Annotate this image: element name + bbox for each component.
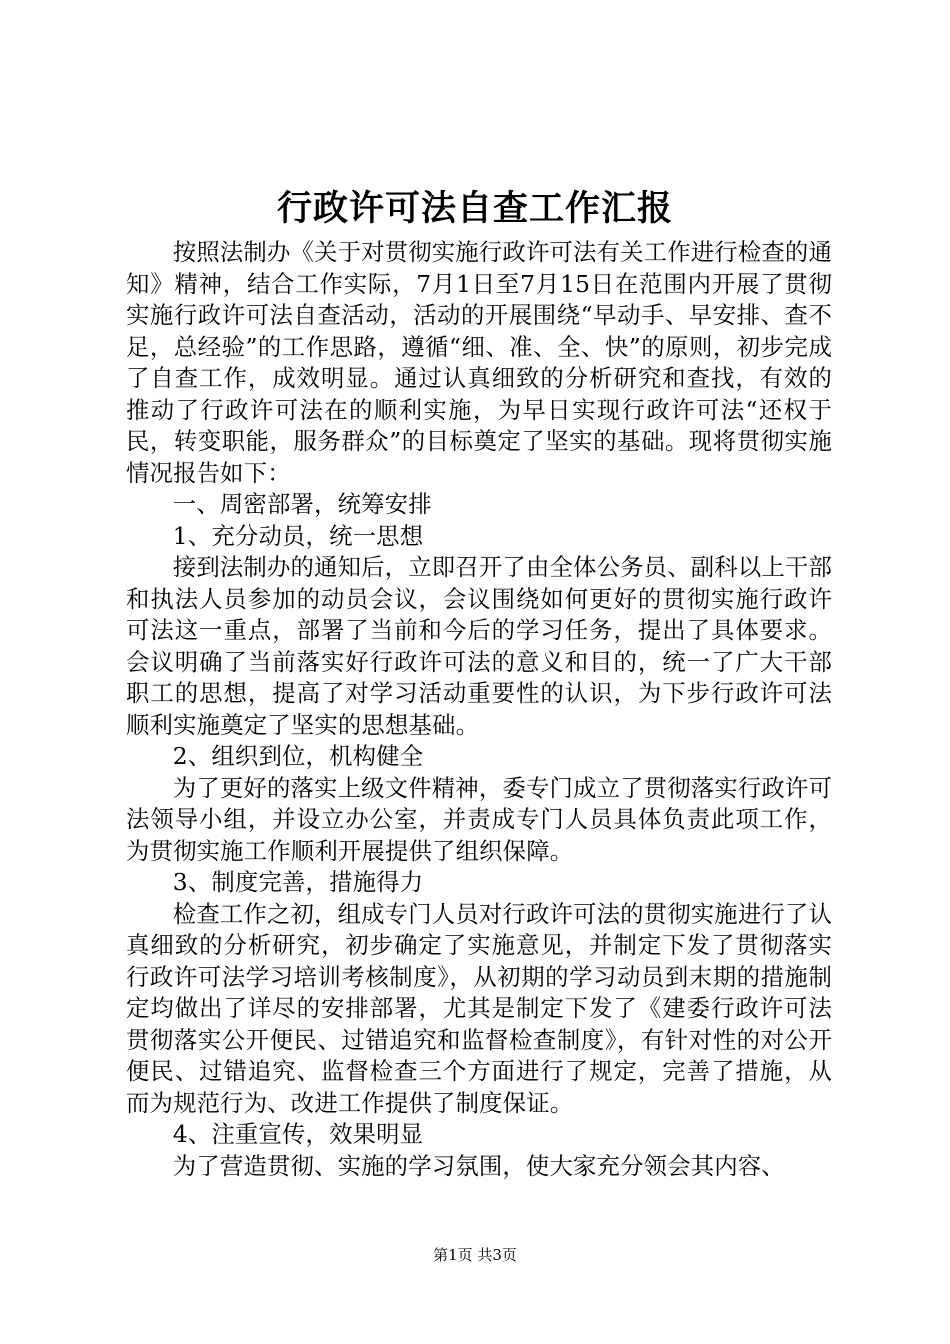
- page-number-footer: 第1页 共3页: [433, 1246, 517, 1264]
- subsection-heading-3: 3、制度完善，措施得力: [172, 868, 424, 896]
- document-title: 行政许可法自查工作汇报: [276, 188, 673, 229]
- subsection-heading-2: 2、组织到位，机构健全: [172, 742, 424, 770]
- paragraph-organization: 为了更好的落实上级文件精神，委专门成立了贯彻落实行政许可法领导小组，并设立办公室，并责成专门人员具体负责此项工作，为贯彻实施工作顺利开展提供了组织保障。: [126, 773, 832, 865]
- paragraph-mobilization: 接到法制办的通知后，立即召开了由全体公务员、副科以上干部和执法人员参加的动员会议，会议围绕如何更好的贯彻实施行政许可法这一重点，部署了当前和今后的学习任务，提出了具体要求。会议明确了当前落实好行政许可法的意义和目的，统一了广大干部职工的思想，提高了对学习活动重要性的认识，为下步行政许可法顺利实施奠定了坚实的思想基础。: [126, 553, 832, 739]
- document-body: [126, 237, 832, 1182]
- paragraph-publicity: 为了营造贯彻、实施的学习氛围，使大家充分领会其内容、: [172, 1151, 785, 1180]
- paragraph-system: 检查工作之初，组成专门人员对行政许可法的贯彻实施进行了认真细致的分析研究，初步确定了实施意见，并制定下发了贯彻落实行政许可法学习培训考核制度》，从初期的学习动员到末期的措施制定均做出了详尽的安排部署，尤其是制定下发了《建委行政许可法贯彻落实公开便民、过错追究和监督检查制度》，有针对性的对公开便民、过错追究、监督检查三个方面进行了规定，完善了措施，从而为规范行为、改进工作提供了制度保证。: [126, 899, 832, 1117]
- subsection-heading-4: 4、注重宣传，效果明显: [172, 1120, 424, 1148]
- subsection-heading-1: 1、充分动员，统一思想: [172, 521, 424, 550]
- section-heading-1: 一、周密部署，统筹安排: [172, 490, 432, 518]
- paragraph-intro: 按照法制办《关于对贯彻实施行政许可法有关工作进行检查的通知》精神，结合工作实际，7月1日至7月15日在范围内开展了贯彻实施行政许可法自查活动，活动的开展围绕“早动手、早安排、查不足，总经验”的工作思路，遵循“细、准、全、快”的原则，初步完成了自查工作，成效明显。通过认真细致的分析研究和查找，有效的推动了行政许可法在的顺利实施，为早日实现行政许可法“还权于民，转变职能，服务群众”的目标奠定了坚实的基础。现将贯彻实施情况报告如下：: [126, 238, 832, 487]
